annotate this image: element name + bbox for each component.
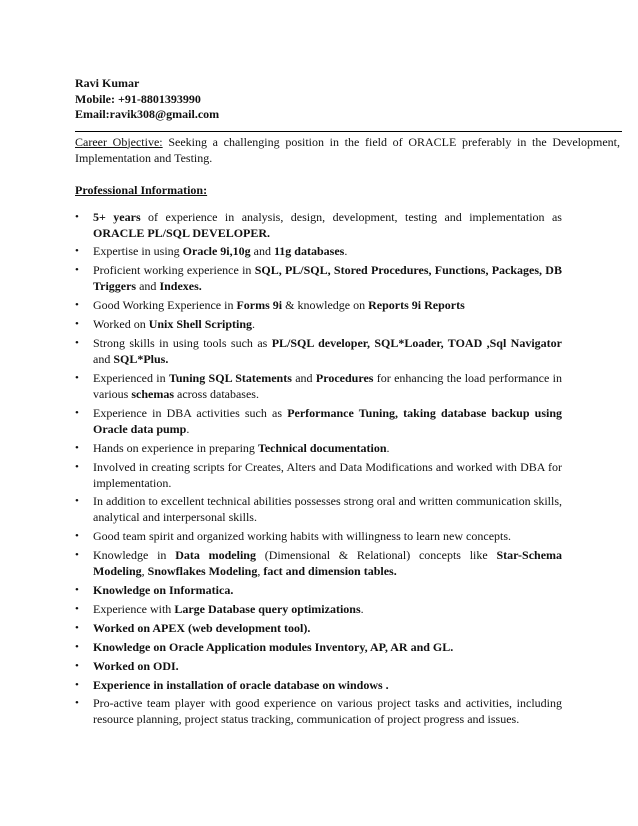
list-item-text: Proficient working experience in (93, 263, 255, 278)
list-item-text: Strong skills in using tools such as (93, 335, 272, 350)
bullet-icon: • (75, 245, 79, 258)
list-item-text: Star-Schema Modeling (93, 548, 563, 579)
list-item-text: Experience with (93, 601, 175, 616)
list-item (75, 639, 562, 655)
list-item-text: (Dimensional & Relational) concepts like (255, 548, 497, 563)
bullet-icon: • (75, 318, 79, 331)
list-item-text: . (252, 317, 256, 332)
list-item-text: and (291, 370, 316, 385)
list-item (75, 297, 562, 313)
list-item-text: for enhancing the load performance in various (93, 370, 563, 401)
bullet-icon: • (75, 530, 79, 543)
list-item-text: SQL*Plus. (113, 351, 169, 366)
list-item-text: Experience in installation of oracle database on windows . (93, 677, 389, 692)
list-item-text: Procedures (315, 370, 374, 385)
list-item-text: Knowledge on Oracle Application modules Inventory, AP, AR and GL. (93, 639, 454, 654)
list-item-text: PL/SQL developer, SQL*Loader, TOAD ,Sql Navigator (271, 335, 562, 350)
list-item-text: Pro-active team player with good experience on various project tasks and activities, including resource planning, project status tracking, communication of project progress and issues. (93, 696, 562, 727)
list-item (75, 405, 562, 437)
bullet-icon: • (75, 299, 79, 312)
list-item-text: Knowledge in (93, 548, 176, 563)
bullet-icon: • (75, 441, 79, 454)
career-objective-label: Career Objective: (75, 134, 163, 149)
professional-info-list (75, 209, 562, 728)
list-item (75, 335, 562, 367)
list-item (75, 547, 562, 579)
list-item (75, 658, 562, 674)
bullet-icon: • (75, 371, 79, 384)
candidate-name: Ravi Kumar (75, 76, 140, 90)
list-item-text: Tuning SQL Statements (168, 370, 292, 385)
list-item-text: Reports 9i Reports (368, 298, 465, 313)
list-item-text: Data modeling (175, 548, 256, 563)
list-item-text: and (93, 351, 114, 366)
list-item-text: schemas (131, 386, 174, 401)
bullet-icon: • (75, 621, 79, 634)
bullet-icon: • (75, 549, 79, 562)
list-item-text: Worked on ODI. (93, 658, 179, 673)
list-item (75, 243, 562, 259)
bullet-icon: • (75, 659, 79, 672)
list-item-text: Knowledge on Informatica. (93, 583, 234, 598)
list-item-text: Performance Tuning, taking database backup using Oracle data pump (93, 405, 562, 436)
section-title: Professional Information: (75, 182, 208, 197)
list-item (75, 620, 562, 636)
list-item-text: In addition to excellent technical abilities possesses strong oral and written communication skills, analytical and interpersonal skills. (93, 494, 562, 525)
list-item-text: Good team spirit and organized working habits with willingness to learn new concepts. (93, 529, 512, 544)
list-item-text: ORACLE PL/SQL DEVELOPER. (93, 225, 271, 240)
list-item-text: Involved in creating scripts for Creates, Alters and Data Modifications and worked with DBA for implementation. (93, 459, 562, 490)
list-item-text: 11g databases (273, 244, 345, 259)
email-address: Email:ravik308@gmail.com (75, 107, 220, 121)
list-item-text: . (360, 601, 364, 616)
list-item-text: Snowflakes Modeling (147, 564, 258, 579)
header-divider (75, 131, 622, 132)
list-item-text: . (186, 421, 190, 436)
list-item-text: Worked on (93, 317, 149, 332)
list-item-text: Technical documentation (257, 440, 387, 455)
list-item-text: across databases. (174, 386, 259, 401)
list-item (75, 677, 562, 693)
bullet-icon: • (75, 640, 79, 653)
bullet-icon: • (75, 678, 79, 691)
list-item-text: Indexes. (159, 279, 202, 294)
bullet-icon: • (75, 495, 79, 508)
list-item-text: SQL, PL/SQL, Stored Procedures, Functions, Packages, DB Triggers (93, 263, 562, 294)
list-item-text: Good Working Experience in (93, 298, 237, 313)
bullet-icon: • (75, 406, 79, 419)
resume-page (75, 76, 620, 730)
list-item-text: Oracle 9i,10g (182, 244, 251, 259)
list-item-text: of experience in analysis, design, development, testing and implementation as (140, 209, 562, 224)
list-item (75, 440, 562, 456)
mobile-number: Mobile: +91-8801393990 (75, 91, 201, 106)
list-item-text: Expertise in using (93, 244, 183, 259)
list-item-text: fact and dimension tables. (263, 564, 397, 579)
bullet-icon: • (75, 602, 79, 615)
list-item (75, 601, 562, 617)
list-item-text: and (136, 279, 160, 294)
bullet-icon: • (75, 697, 79, 710)
list-item-text: . (344, 244, 348, 259)
list-item-text: & knowledge on (282, 298, 369, 313)
list-item-text: Unix Shell Scripting (148, 317, 253, 332)
list-item-text: Forms 9i (236, 298, 283, 313)
bullet-icon: • (75, 460, 79, 473)
list-item-text: Worked on APEX (web development tool). (93, 620, 311, 635)
list-item (75, 493, 562, 525)
list-item-text: . (386, 440, 390, 455)
list-item (75, 695, 562, 727)
list-item (75, 262, 562, 294)
bullet-icon: • (75, 336, 79, 349)
career-objective-text: Seeking a challenging position in the field of ORACLE preferably in the Development, Implementation and Testing. (75, 134, 620, 165)
list-item (75, 459, 562, 491)
career-objective (75, 134, 620, 166)
list-item-text: Experience in DBA activities such as (93, 405, 288, 420)
list-item (75, 528, 562, 544)
list-item (75, 209, 562, 241)
list-item-text: 5+ years (93, 209, 141, 224)
list-item-text: and (250, 244, 274, 259)
list-item (75, 316, 562, 332)
bullet-icon: • (75, 264, 79, 277)
list-item-text: , (141, 564, 148, 579)
list-item-text: , (257, 564, 264, 579)
list-item-text: Large Database query optimizations (174, 601, 361, 616)
list-item (75, 582, 562, 598)
list-item-text: Hands on experience in preparing (93, 440, 258, 455)
list-item (75, 370, 562, 402)
list-item-text: Experienced in (93, 370, 169, 385)
bullet-icon: • (75, 584, 79, 597)
bullet-icon: • (75, 210, 79, 223)
